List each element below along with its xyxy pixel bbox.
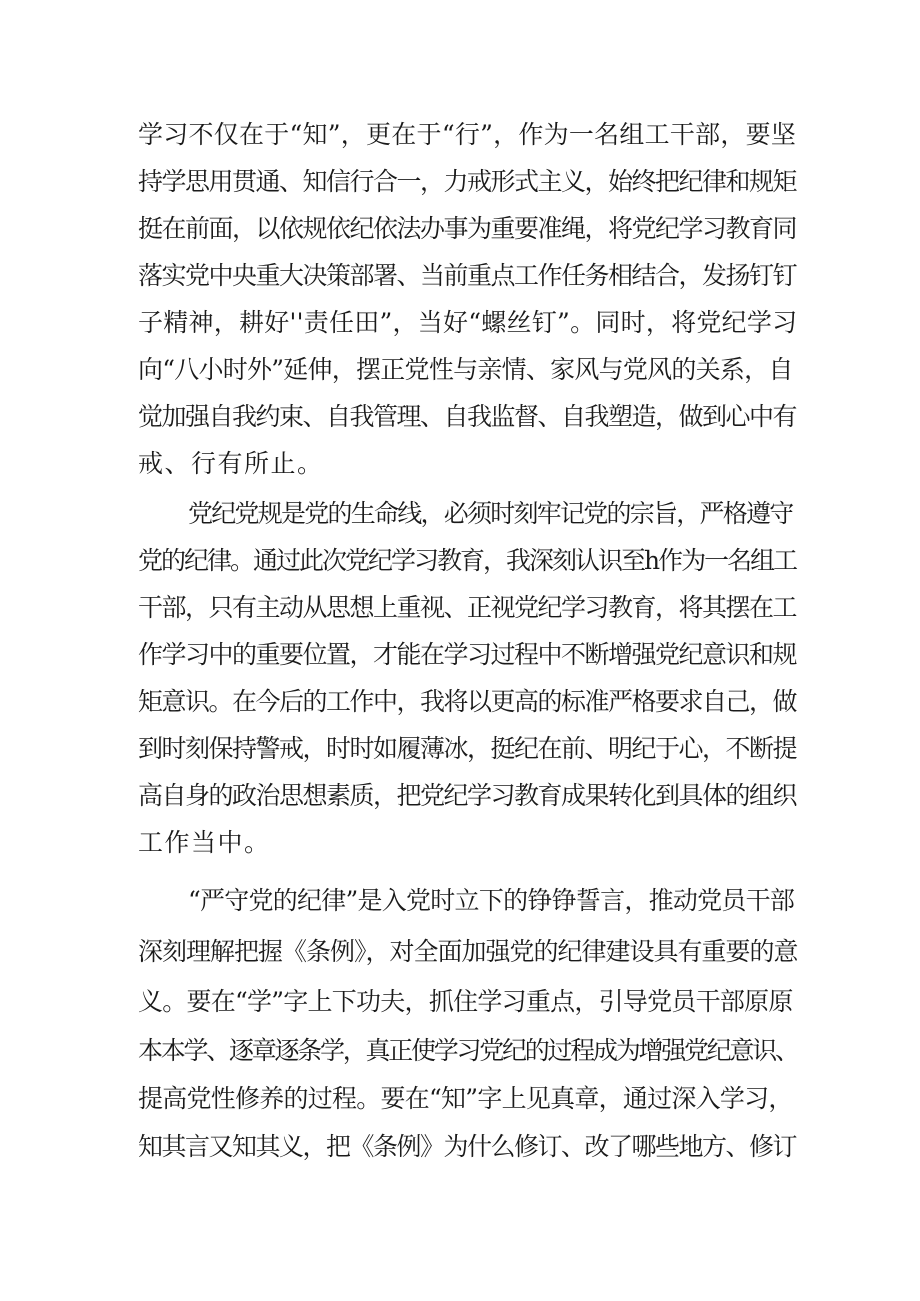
paragraph-3-line-2: 深刻理解把握《条例》，对全面加强党的纪律建设具有重要的意 bbox=[138, 937, 798, 966]
paragraph-2-line-5: 矩意识。在今后的工作中，我将以更高的标准严格要求自己，做 bbox=[138, 687, 797, 716]
paragraph-2-line-3: 干部，只有主动从思想上重视、正视党纪学习教育，将其摆在工 bbox=[138, 593, 797, 622]
paragraph-2-line-6: 到时刻保持警戒，时时如履薄冰，挺纪在前、明纪于心，不断提 bbox=[138, 734, 797, 763]
paragraph-3-line-1: “严守党的纪律”是入党时立下的铮铮誓言，推动党员干部 bbox=[188, 886, 795, 915]
paragraph-1-line-2: 持学思用贯通、知信行合一，力戒形式主义，始终把纪律和规矩 bbox=[138, 167, 797, 196]
paragraph-2-line-4: 作学习中的重要位置，才能在学习过程中不断增强党纪意识和规 bbox=[138, 640, 797, 669]
paragraph-3-line-4: 本本学、逐章逐条学，真正使学习党纪的过程成为增强党纪意识、 bbox=[138, 1036, 798, 1065]
paragraph-3-line-5: 提高党性修养的过程。要在“知”字上见真章，通过深入学习， bbox=[138, 1084, 793, 1113]
paragraph-1-line-3: 挺在前面，以依规依纪依法办事为重要准绳，将党纪学习教育同 bbox=[138, 214, 797, 243]
paragraph-1-line-7: 觉加强自我约束、自我管理、自我监督、自我塑造，做到心中有 bbox=[138, 402, 797, 431]
paragraph-2-line-8: 工作当中。 bbox=[138, 828, 271, 857]
paragraph-2-line-7: 高自身的政治思想素质，把党纪学习教育成果转化到具体的组织 bbox=[138, 781, 797, 810]
paragraph-3-line-6: 知其言又知其义，把《条例》为什么修订、改了哪些地方、修订 bbox=[138, 1132, 797, 1161]
paragraph-1-line-8: 戒、行有所止。 bbox=[138, 449, 324, 478]
paragraph-1-line-4: 落实党中央重大决策部署、当前重点工作任务相结合，发扬钉钉 bbox=[138, 261, 797, 290]
paragraph-1-line-6: 向“八小时外”延伸，摆正党性与亲情、家风与党风的关系，自 bbox=[138, 355, 793, 384]
paragraph-2-line-2: 党的纪律。通过此次党纪学习教育，我深刻认识至h作为一名组工 bbox=[138, 546, 797, 575]
paragraph-1-line-1: 学习不仅在于“知”，更在于“行”，作为一名组工干部，要坚 bbox=[138, 120, 797, 149]
paragraph-3-line-3: 义。要在“学”字上下功夫，抓住学习重点，引导党员干部原原 bbox=[138, 987, 793, 1016]
paragraph-1-line-5: 子精神，耕好''责任田”，当好“螺丝钉”。同时，将党纪学习 bbox=[138, 308, 798, 337]
paragraph-2-line-1: 党纪党规是党的生命线，必须时刻牢记党的宗旨，严格遵守 bbox=[188, 499, 793, 528]
